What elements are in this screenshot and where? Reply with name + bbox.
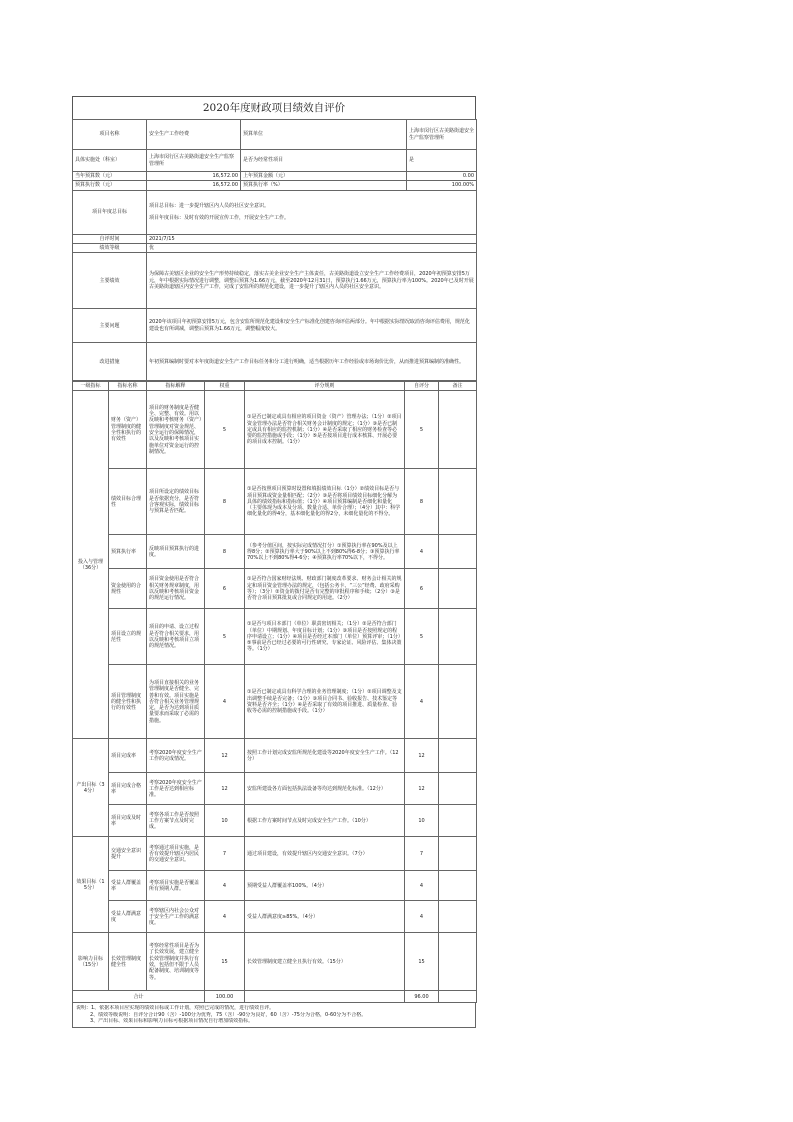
indicator-name: 绩效目标合理性 bbox=[109, 469, 147, 535]
indicator-rule: 通过项目建设，有效提升辖区内交通安全意识。（7分） bbox=[245, 837, 405, 871]
indicator-weight: 8 bbox=[205, 469, 245, 535]
indicator-remark bbox=[439, 901, 477, 933]
exec-rate-value: 100.00% bbox=[407, 181, 477, 190]
main-perf-label: 主要绩效 bbox=[73, 253, 147, 309]
indicator-rule: 预期受益人群覆盖率100%。（4分） bbox=[245, 871, 405, 901]
indicator-remark bbox=[439, 773, 477, 805]
indicator-remark bbox=[439, 609, 477, 665]
group-name: 效果目标（15分） bbox=[73, 837, 109, 933]
indicator-rule: 长效管理制度建立健全且执行有效。（15分） bbox=[245, 933, 405, 991]
score-body bbox=[73, 391, 477, 991]
group-name: 投入与管理（36分） bbox=[73, 391, 109, 739]
table-row bbox=[73, 837, 477, 871]
indicator-explanation: 反映项目预算执行的进度。 bbox=[147, 535, 205, 569]
indicator-name: 项目完成及时率 bbox=[109, 805, 147, 837]
indicator-explanation: 考察2020年度安全生产工作的完成情况。 bbox=[147, 739, 205, 773]
budget-now-value: 16,572.00 bbox=[147, 172, 241, 181]
recurring-value: 是 bbox=[407, 150, 477, 172]
exec-rate-label: 预算执行率（%） bbox=[241, 181, 407, 190]
indicator-name: 交通安全意识提升 bbox=[109, 837, 147, 871]
indicator-remark bbox=[439, 391, 477, 469]
info-table bbox=[72, 119, 477, 381]
indicator-explanation: 为项目直接相关的业务管理制度是否健全、完善和有效。项目实施是否符合相关业务管理规定，是否为达到项目质量要求而采取了必需的措施。 bbox=[147, 665, 205, 739]
indicator-explanation: 考察2020年度安全生产工作是否达到相应标准。 bbox=[147, 773, 205, 805]
indicator-explanation: 考察经常性项目是否为了长效发展，建立健全长效管理制度并执行有效，包括但不限于人员配备制度、培训制度等等。 bbox=[147, 933, 205, 991]
score-table bbox=[72, 381, 477, 1003]
measures-label: 改进措施 bbox=[73, 343, 147, 381]
goal-year: 项目年度目标：及时有效的开展宣传工作，开展安全生产工作。 bbox=[149, 215, 290, 222]
table-row bbox=[73, 665, 477, 739]
indicator-remark bbox=[439, 665, 477, 739]
total-remark bbox=[439, 991, 477, 1003]
indicator-explanation: 项目资金使用是否符合相关财务规章制度，用以反映和考核项目资金的规范运行情况。 bbox=[147, 569, 205, 609]
indicator-score: 5 bbox=[405, 391, 439, 469]
indicator-remark bbox=[439, 805, 477, 837]
indicator-rule: ①是否按照项目预算时设置和填报绩效目标（1分）②绩效目标是否与项目预算或资金量相匹配；（2分）③是否将项目绩效目标细化分解为具体的绩效指标和指标值；（1分）④项目预算编制是否细化和量化（主要体现为成本及分项、数量合适、单价合理）；（4分）其中：科学细化量化的得4分，基本细化量化的得2分，未细化量化的不得分。 bbox=[245, 469, 405, 535]
header-l1: 一级指标 bbox=[73, 382, 109, 391]
indicator-explanation: 项目所设定的绩效目标是否依据充分，是否符合客观实际，绩效目标与预算是否匹配。 bbox=[147, 469, 205, 535]
impl-org-label: 具体实施处（科室） bbox=[73, 150, 147, 172]
indicator-score: 6 bbox=[405, 569, 439, 609]
project-name-label: 项目名称 bbox=[73, 120, 147, 150]
indicator-name: 项目设立的规范性 bbox=[109, 609, 147, 665]
indicator-explanation: 项目的申请、设立过程是否符合相关要求，用以反映和考核项目立项的规范情况。 bbox=[147, 609, 205, 665]
goals-label: 项目年度总目标 bbox=[73, 190, 147, 234]
indicator-remark bbox=[439, 469, 477, 535]
note-2: 2、绩效等级说明：自评分合计90（含）-100分为优秀，75（含）-90分为良好，60（含）-75分为合格，0-60分为不合格。 bbox=[90, 1011, 367, 1018]
project-name-value: 安全生产工作经费 bbox=[147, 120, 241, 150]
header-remark: 备注 bbox=[439, 382, 477, 391]
indicator-name: 项目完成合格率 bbox=[109, 773, 147, 805]
main-perf-value: 为保障古美辖区企业的安全生产形势持续稳定，落实古美企业安全生产主体责任，古美路街道设立安全生产工作经费项目，2020年初预算安排5万元，年中根据实际情况进行调整，调整后预算为1.66万元，截至2020年12月31日，预算执行1.66万元，预算执行率为100%。2020年已及时开展古美路街道辖区内安全生产工作，完成了安监所的规范化建设，进一步提升了辖区内人员的社区安全意识。 bbox=[147, 253, 477, 309]
header-weight: 权重 bbox=[205, 382, 245, 391]
budget-unit-value: 上海市闵行区古美路街道安全生产监察管理所 bbox=[407, 120, 477, 150]
indicator-remark bbox=[439, 739, 477, 773]
group-name: 产出目标（34分） bbox=[73, 739, 109, 837]
indicator-rule: ①是否与项目本部门（单位）职责密切相关；（1分）②是否符合部门（单位）中期规划、年度目标计划；（1分）③项目是否按照规定的程序申请设立；（1分）④项目是否经过本部门（单位）预算评审；（1分）⑤事前是否已经过必要的可行性研究、专家论证、风险评估、集体决策等。（1分） bbox=[245, 609, 405, 665]
indicator-weight: 6 bbox=[205, 569, 245, 609]
indicator-weight: 15 bbox=[205, 933, 245, 991]
indicator-rule: 受益人群满意度≥85%。（4分） bbox=[245, 901, 405, 933]
table-row bbox=[73, 739, 477, 773]
budget-last-label: 上年预算金额（元） bbox=[241, 172, 407, 181]
indicator-score: 4 bbox=[405, 901, 439, 933]
note-1: 说明：1、依据本项目应实现的绩效目标或工作计划，对照已完成的情况，进行绩效自评。 bbox=[76, 1005, 275, 1012]
recurring-label: 是否为经常性项目 bbox=[241, 150, 407, 172]
indicator-remark bbox=[439, 871, 477, 901]
table-row bbox=[73, 871, 477, 901]
indicator-remark bbox=[439, 933, 477, 991]
sheet-title: 2020年度财政项目绩效自评价 bbox=[72, 96, 476, 119]
indicator-name: 受益人群满意度 bbox=[109, 901, 147, 933]
indicator-score: 4 bbox=[405, 665, 439, 739]
table-row bbox=[73, 773, 477, 805]
indicator-name: 项目管理制度的健全性和执行的有效性 bbox=[109, 665, 147, 739]
indicator-score: 15 bbox=[405, 933, 439, 991]
grade-label: 绩效等级 bbox=[73, 243, 147, 252]
total-score: 96.00 bbox=[405, 991, 439, 1003]
indicator-weight: 4 bbox=[205, 665, 245, 739]
table-row bbox=[73, 469, 477, 535]
indicator-weight: 4 bbox=[205, 871, 245, 901]
indicator-rule: 根据工作方案时间节点及时完成安全生产工作。（10分） bbox=[245, 805, 405, 837]
header-score: 自评分 bbox=[405, 382, 439, 391]
table-row bbox=[73, 805, 477, 837]
indicator-rule: ①是否符合国家财经法规、财政部门制度改革要求、财务会计相关的规定和项目资金管理办法的规定，（包括公务卡、“三公”经费、政府采购等）；（3分）②资金的拨付是否有完整的审批程序和手续；（2分）③是否符合项目预算批复或合同规定的用途。（2分） bbox=[245, 569, 405, 609]
indicator-rule: 按照工作计划完成安监所规范化建设等2020年度安全生产工作。（12分） bbox=[245, 739, 405, 773]
note-3: 3、产出目标、效果目标和影响力目标可根据项目情况自行增加绩效指标。 bbox=[90, 1018, 254, 1025]
header-exp: 指标解释 bbox=[147, 382, 205, 391]
header-l2: 指标名称 bbox=[109, 382, 147, 391]
indicator-name: 预算执行率 bbox=[109, 535, 147, 569]
indicator-rule: 安监所建设各方面包括执法设备等均达到规范化标准。（12分） bbox=[245, 773, 405, 805]
measures-value: 年初预算编制时要对本年度街道安全生产工作目标任务和分工进行明确，适当根据历年工作经验或市场询价比价，从而推进预算编制的准确性。 bbox=[147, 343, 477, 381]
indicator-score: 12 bbox=[405, 773, 439, 805]
budget-now-label: 当年预算数（元） bbox=[73, 172, 147, 181]
indicator-weight: 4 bbox=[205, 901, 245, 933]
indicator-weight: 7 bbox=[205, 837, 245, 871]
indicator-score: 10 bbox=[405, 805, 439, 837]
exec-value: 16,572.00 bbox=[147, 181, 241, 190]
goal-total: 项目总目标：进一步提升辖区内人员的社区安全意识。 bbox=[149, 202, 270, 209]
indicator-explanation: 考察各项工作是否按照工作方案节点及时完成。 bbox=[147, 805, 205, 837]
indicator-explanation: 考察通过项目实施，是否有效提升辖区内居民的交通安全意识。 bbox=[147, 837, 205, 871]
indicator-score: 12 bbox=[405, 739, 439, 773]
total-weight: 100.00 bbox=[205, 991, 245, 1003]
indicator-score: 5 bbox=[405, 609, 439, 665]
table-row bbox=[73, 609, 477, 665]
notes bbox=[72, 1003, 476, 1028]
indicator-explanation: 考察辖区内社会公众对于安全生产工作的满意度。 bbox=[147, 901, 205, 933]
indicator-score: 4 bbox=[405, 535, 439, 569]
table-row bbox=[73, 535, 477, 569]
indicator-weight: 12 bbox=[205, 739, 245, 773]
indicator-weight: 12 bbox=[205, 773, 245, 805]
indicator-explanation: 项目的财务制度是否健全、完整、有效。用以反映和考核财务（资产）管理制度对资金规范、安全运行的保障情况，以及反映和考核项目实施单位对资金运行的控制情况。 bbox=[147, 391, 205, 469]
budget-unit-label: 预算单位 bbox=[241, 120, 407, 150]
indicator-name: 资金使用的合规性 bbox=[109, 569, 147, 609]
goals-value bbox=[147, 190, 477, 234]
problems-value: 2020年该项目年初预算安排5万元，包含安监所规范化建设和安全生产标准化创建咨询评估两部分。年中根据实际情况取消咨询评估费用，规范化建设也有所调减，调整后预算为1.66万元，调整幅度较大。 bbox=[147, 309, 477, 343]
indicator-rule: ①是否已制定或具有科学合理的业务管理制度；（1分）②项目调整及支出调整手续是否完备；（1分）③项目合同书、验收报告、技术鉴定等资料是否齐全；（1分）④是否采取了有效的项目推进、质量检查、验收等必需的控制措施或手段。（1分） bbox=[245, 665, 405, 739]
indicator-name: 长效管理制度健全性 bbox=[109, 933, 147, 991]
indicator-weight: 5 bbox=[205, 391, 245, 469]
problems-label: 主要问题 bbox=[73, 309, 147, 343]
table-row bbox=[73, 901, 477, 933]
eval-time-label: 自评时间 bbox=[73, 234, 147, 243]
indicator-name: 财务（资产）管理制度的健全性和执行的有效性 bbox=[109, 391, 147, 469]
evaluation-sheet bbox=[72, 96, 476, 1028]
indicator-score: 7 bbox=[405, 837, 439, 871]
indicator-weight: 10 bbox=[205, 805, 245, 837]
indicator-remark bbox=[439, 569, 477, 609]
indicator-remark bbox=[439, 535, 477, 569]
indicator-score: 4 bbox=[405, 871, 439, 901]
total-label: 合计 bbox=[73, 991, 205, 1003]
indicator-explanation: 考察项目实施是否覆盖所有预期人群。 bbox=[147, 871, 205, 901]
indicator-rule: ①是否已制定或具有相应的项目资金（资产）管理办法；（1分）②项目资金管理办法是否符合相关财务会计制度的规定；（1分）③是否已制定或具有相应的监控机制；（1分）④是否采取了相应的财务检查等必要的监控措施或手段；（1分）⑤是否按项目进行成本核算、开展必要的项目成本控制。（1分） bbox=[245, 391, 405, 469]
eval-time-value: 2021/7/15 bbox=[147, 234, 477, 243]
indicator-rule: （参考分值区间，按实际完成情况打分）①预算执行率在90%及以上得8分；②预算执行率大于90%以上不到80%得6-8分；③预算执行率70%以上不到80%得4-6分；④预算执行率70%以下，不得分。 bbox=[245, 535, 405, 569]
indicator-name: 受益人群覆盖率 bbox=[109, 871, 147, 901]
table-row bbox=[73, 391, 477, 469]
group-name: 影响力目标（15分） bbox=[73, 933, 109, 991]
indicator-weight: 8 bbox=[205, 535, 245, 569]
impl-org-value: 上海市闵行区古美路街道安全生产监察管理所 bbox=[147, 150, 241, 172]
exec-label: 预算执行数（元） bbox=[73, 181, 147, 190]
budget-last-value: 0.00 bbox=[407, 172, 477, 181]
indicator-name: 项目完成率 bbox=[109, 739, 147, 773]
total-rule bbox=[245, 991, 405, 1003]
indicator-remark bbox=[439, 837, 477, 871]
indicator-score: 8 bbox=[405, 469, 439, 535]
header-rule: 评分规则 bbox=[245, 382, 405, 391]
table-row bbox=[73, 933, 477, 991]
indicator-weight: 5 bbox=[205, 609, 245, 665]
grade-value: 优 bbox=[147, 243, 477, 252]
table-row bbox=[73, 569, 477, 609]
